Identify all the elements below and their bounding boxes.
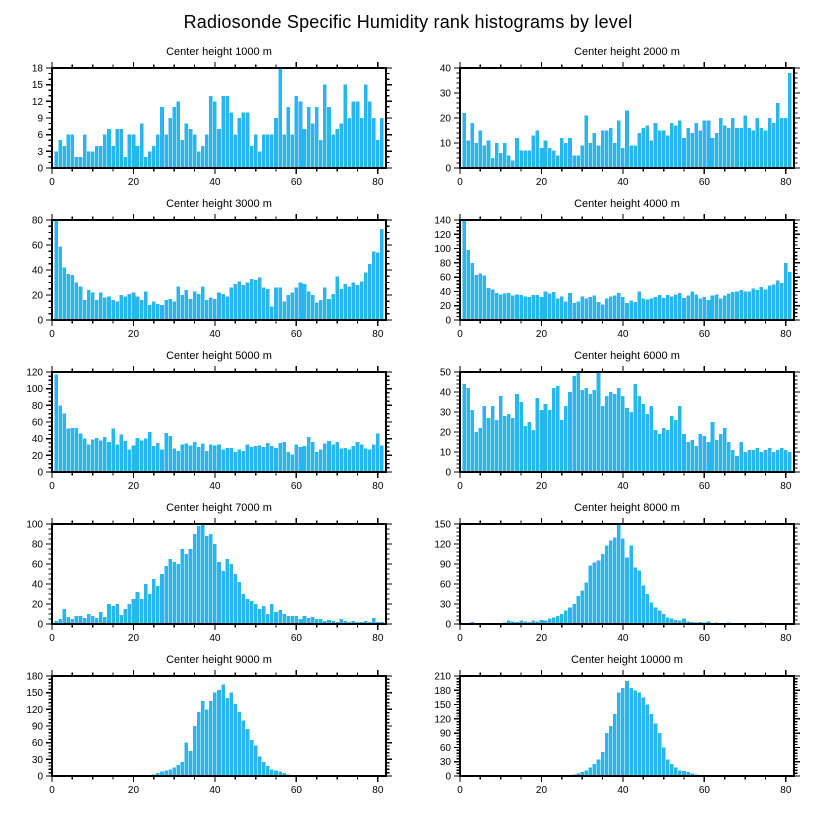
histogram-panel-3000m — [0, 196, 408, 348]
panel-title-5000m: Center height 5000 m — [166, 350, 272, 362]
histogram-panel-8000m — [408, 500, 816, 652]
svg-text:10: 10 — [439, 447, 451, 459]
svg-text:60: 60 — [31, 738, 43, 750]
histogram-plot-7000m — [0, 516, 408, 652]
svg-text:0: 0 — [457, 481, 463, 492]
histogram-panel-6000m — [408, 348, 816, 500]
svg-text:15: 15 — [31, 80, 43, 92]
svg-text:180: 180 — [434, 685, 451, 697]
histogram-panel-2000m — [408, 44, 816, 196]
svg-text:20: 20 — [535, 329, 548, 340]
svg-text:0: 0 — [49, 329, 55, 340]
panel-title-6000m: Center height 6000 m — [574, 350, 680, 362]
svg-text:0: 0 — [457, 633, 463, 644]
svg-text:40: 40 — [439, 286, 451, 298]
panel-title-2000m: Center height 2000 m — [574, 46, 680, 58]
histogram-plot-10000m — [408, 668, 816, 804]
panel-title-9000m: Center height 9000 m — [166, 654, 272, 666]
svg-text:120: 120 — [434, 229, 451, 241]
svg-text:80: 80 — [780, 633, 792, 644]
svg-text:80: 80 — [780, 177, 792, 188]
svg-text:0: 0 — [445, 467, 451, 479]
svg-text:40: 40 — [617, 633, 629, 644]
panel-title-4000m: Center height 4000 m — [574, 198, 680, 210]
svg-text:10: 10 — [439, 138, 451, 150]
svg-text:20: 20 — [127, 785, 140, 796]
panel-title-10000m: Center height 10000 m — [571, 654, 683, 666]
svg-text:60: 60 — [439, 742, 451, 754]
svg-text:80: 80 — [372, 481, 384, 492]
svg-text:40: 40 — [209, 177, 221, 188]
histogram-plot-3000m — [0, 212, 408, 348]
svg-text:150: 150 — [434, 700, 451, 712]
svg-text:180: 180 — [26, 671, 43, 683]
svg-text:50: 50 — [439, 367, 451, 379]
svg-text:60: 60 — [698, 481, 710, 492]
svg-text:40: 40 — [209, 785, 221, 796]
histogram-plot-8000m — [408, 516, 816, 652]
histogram-panel-4000m — [408, 196, 816, 348]
histogram-plot-4000m — [408, 212, 816, 348]
svg-text:0: 0 — [37, 467, 43, 479]
svg-text:20: 20 — [535, 633, 548, 644]
svg-text:80: 80 — [372, 785, 384, 796]
svg-text:120: 120 — [434, 714, 451, 726]
svg-text:80: 80 — [780, 785, 792, 796]
histogram-panel-10000m — [408, 652, 816, 804]
svg-text:60: 60 — [290, 633, 302, 644]
svg-text:40: 40 — [209, 481, 221, 492]
svg-text:120: 120 — [26, 367, 43, 379]
svg-text:60: 60 — [290, 177, 302, 188]
svg-text:0: 0 — [457, 329, 463, 340]
histogram-plot-5000m — [0, 364, 408, 500]
svg-text:40: 40 — [31, 434, 43, 446]
svg-text:80: 80 — [372, 633, 384, 644]
histogram-panel-1000m — [0, 44, 408, 196]
svg-text:0: 0 — [49, 785, 55, 796]
svg-text:90: 90 — [31, 721, 43, 733]
histogram-plot-1000m — [0, 60, 408, 196]
svg-text:20: 20 — [31, 599, 43, 611]
svg-text:60: 60 — [290, 481, 302, 492]
svg-text:30: 30 — [439, 407, 451, 419]
svg-text:90: 90 — [439, 559, 451, 571]
svg-text:12: 12 — [31, 96, 43, 108]
svg-text:60: 60 — [698, 785, 710, 796]
svg-text:60: 60 — [439, 272, 451, 284]
svg-text:3: 3 — [37, 146, 43, 158]
svg-text:0: 0 — [457, 177, 463, 188]
svg-text:80: 80 — [780, 329, 792, 340]
svg-text:20: 20 — [127, 633, 140, 644]
svg-text:20: 20 — [439, 427, 451, 439]
svg-text:30: 30 — [439, 88, 451, 100]
svg-text:0: 0 — [445, 771, 451, 783]
svg-text:20: 20 — [439, 301, 451, 313]
svg-text:0: 0 — [49, 177, 55, 188]
svg-text:20: 20 — [31, 450, 43, 462]
panel-title-3000m: Center height 3000 m — [166, 198, 272, 210]
svg-text:6: 6 — [37, 130, 43, 142]
svg-text:40: 40 — [31, 579, 43, 591]
svg-text:40: 40 — [439, 387, 451, 399]
svg-text:60: 60 — [31, 240, 43, 252]
svg-text:80: 80 — [780, 481, 792, 492]
svg-text:20: 20 — [535, 785, 548, 796]
svg-text:0: 0 — [457, 785, 463, 796]
histogram-plot-6000m — [408, 364, 816, 500]
svg-text:60: 60 — [290, 785, 302, 796]
svg-text:100: 100 — [26, 384, 43, 396]
svg-text:20: 20 — [535, 481, 548, 492]
svg-text:30: 30 — [31, 754, 43, 766]
svg-text:0: 0 — [49, 481, 55, 492]
svg-text:40: 40 — [617, 481, 629, 492]
svg-text:40: 40 — [617, 785, 629, 796]
svg-text:80: 80 — [439, 258, 451, 270]
svg-text:140: 140 — [434, 215, 451, 227]
histogram-panel-9000m — [0, 652, 408, 804]
svg-text:20: 20 — [127, 329, 140, 340]
svg-text:20: 20 — [31, 290, 43, 302]
svg-text:80: 80 — [31, 539, 43, 551]
svg-text:80: 80 — [31, 215, 43, 227]
svg-text:0: 0 — [37, 315, 43, 327]
svg-text:0: 0 — [49, 633, 55, 644]
svg-text:40: 40 — [617, 177, 629, 188]
svg-text:60: 60 — [698, 633, 710, 644]
svg-text:120: 120 — [26, 704, 43, 716]
svg-text:18: 18 — [31, 63, 43, 75]
panel-title-7000m: Center height 7000 m — [166, 502, 272, 514]
svg-text:60: 60 — [31, 417, 43, 429]
svg-text:40: 40 — [209, 329, 221, 340]
svg-text:20: 20 — [439, 113, 451, 125]
histogram-plot-9000m — [0, 668, 408, 804]
svg-text:80: 80 — [31, 400, 43, 412]
svg-text:60: 60 — [698, 329, 710, 340]
panel-title-8000m: Center height 8000 m — [574, 502, 680, 514]
svg-text:0: 0 — [445, 619, 451, 631]
histogram-panel-7000m — [0, 500, 408, 652]
svg-text:40: 40 — [439, 63, 451, 75]
svg-text:0: 0 — [445, 315, 451, 327]
svg-text:60: 60 — [290, 329, 302, 340]
histogram-plot-2000m — [408, 60, 816, 196]
svg-text:20: 20 — [127, 481, 140, 492]
svg-text:150: 150 — [434, 519, 451, 531]
histogram-panel-5000m — [0, 348, 408, 500]
svg-text:30: 30 — [439, 757, 451, 769]
svg-text:100: 100 — [434, 244, 451, 256]
svg-text:0: 0 — [37, 619, 43, 631]
svg-text:20: 20 — [535, 177, 548, 188]
figure-title: Radiosonde Specific Humidity rank histograms by level — [183, 12, 633, 32]
histogram-grid — [0, 44, 816, 804]
svg-text:60: 60 — [698, 177, 710, 188]
svg-text:40: 40 — [31, 265, 43, 277]
panel-title-1000m: Center height 1000 m — [166, 46, 272, 58]
svg-text:80: 80 — [372, 177, 384, 188]
svg-text:80: 80 — [372, 329, 384, 340]
svg-text:0: 0 — [37, 163, 43, 175]
svg-text:60: 60 — [31, 559, 43, 571]
svg-text:0: 0 — [445, 163, 451, 175]
svg-text:30: 30 — [439, 599, 451, 611]
svg-text:9: 9 — [37, 113, 43, 125]
svg-text:100: 100 — [26, 519, 43, 531]
svg-text:150: 150 — [26, 688, 43, 700]
svg-text:90: 90 — [439, 728, 451, 740]
svg-text:40: 40 — [617, 329, 629, 340]
svg-text:40: 40 — [209, 633, 221, 644]
svg-text:60: 60 — [439, 579, 451, 591]
svg-text:120: 120 — [434, 539, 451, 551]
svg-text:210: 210 — [434, 671, 451, 683]
svg-text:20: 20 — [127, 177, 140, 188]
svg-text:0: 0 — [37, 771, 43, 783]
